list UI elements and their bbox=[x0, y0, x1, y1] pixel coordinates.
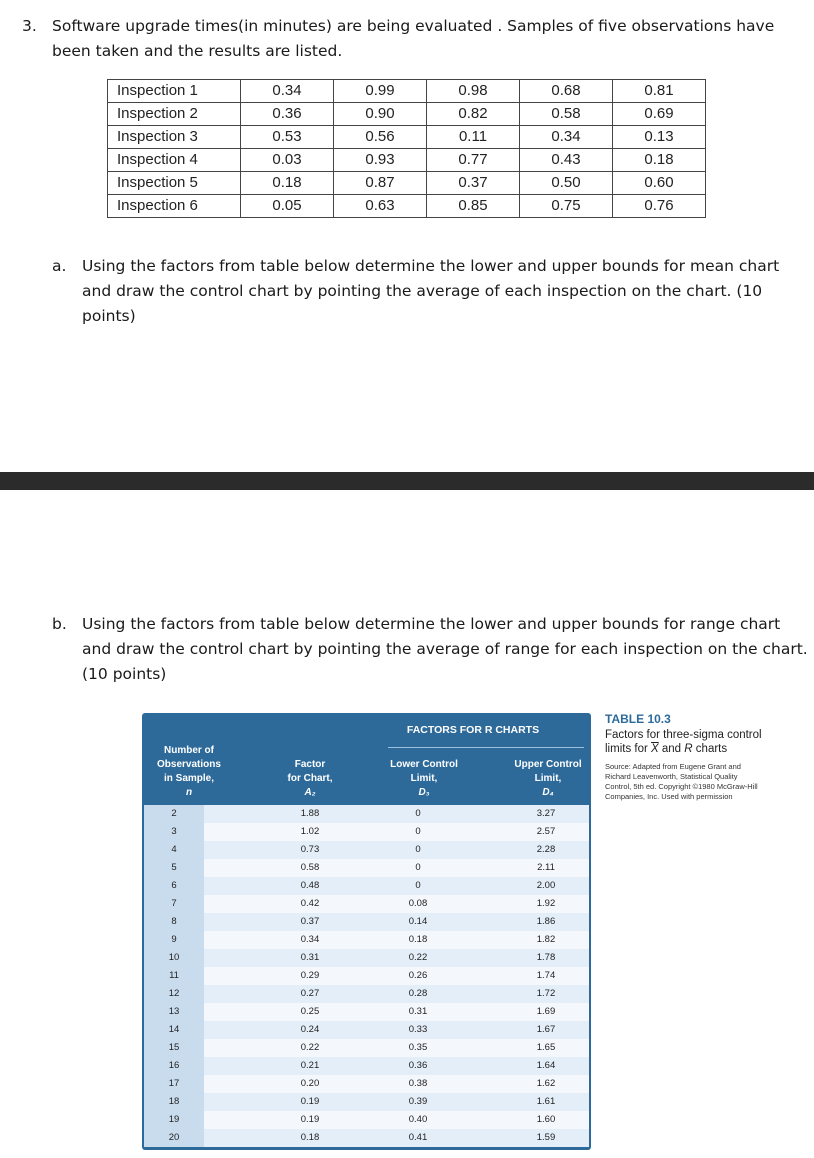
observation-value: 0.99 bbox=[334, 80, 427, 103]
factor-cell-a2: 0.18 bbox=[300, 1132, 320, 1143]
factor-cell-n: 9 bbox=[144, 931, 204, 949]
factor-cell-n: 2 bbox=[144, 805, 204, 823]
observation-value: 0.37 bbox=[427, 172, 520, 195]
factor-cell-n: 10 bbox=[144, 949, 204, 967]
factor-cell-n: 5 bbox=[144, 859, 204, 877]
observation-value: 0.18 bbox=[241, 172, 334, 195]
factor-row bbox=[144, 841, 589, 859]
table-row bbox=[108, 80, 706, 103]
factor-cell-d3: 0.41 bbox=[408, 1132, 428, 1143]
factor-cell-d4: 1.67 bbox=[536, 1024, 556, 1035]
factor-cell-d4: 1.62 bbox=[536, 1078, 556, 1089]
factor-cell-a2: 0.73 bbox=[300, 844, 320, 855]
observation-value: 0.50 bbox=[520, 172, 613, 195]
factor-row bbox=[144, 949, 589, 967]
header-d4: Upper Control Limit, D₄ bbox=[514, 759, 582, 798]
factor-cell-d4: 2.00 bbox=[536, 880, 556, 891]
factor-cell-d3: 0.14 bbox=[408, 916, 428, 927]
table-row bbox=[108, 126, 706, 149]
header-n: Number of Observations in Sample, n bbox=[157, 745, 221, 798]
factor-cell-d4: 1.86 bbox=[536, 916, 556, 927]
observation-value: 0.77 bbox=[427, 149, 520, 172]
observation-value: 0.98 bbox=[427, 80, 520, 103]
factor-cell-d3: 0.36 bbox=[408, 1060, 428, 1071]
factor-cell-n: 20 bbox=[144, 1129, 204, 1147]
factor-cell-a2: 0.19 bbox=[300, 1096, 320, 1107]
factor-cell-d3: 0.38 bbox=[408, 1078, 428, 1089]
factor-cell-d4: 1.61 bbox=[536, 1096, 556, 1107]
factor-cell-n: 11 bbox=[144, 967, 204, 985]
factor-row bbox=[144, 805, 589, 823]
factor-cell-d4: 2.28 bbox=[536, 844, 556, 855]
factor-cell-d4: 1.60 bbox=[536, 1114, 556, 1125]
inspection-label: Inspection 2 bbox=[108, 103, 241, 126]
factor-cell-a2: 0.37 bbox=[300, 916, 320, 927]
observation-value: 0.36 bbox=[241, 103, 334, 126]
inspection-label: Inspection 3 bbox=[108, 126, 241, 149]
inspection-label: Inspection 6 bbox=[108, 195, 241, 218]
observation-value: 0.69 bbox=[613, 103, 706, 126]
factor-cell-n: 18 bbox=[144, 1093, 204, 1111]
factor-cell-a2: 0.29 bbox=[300, 970, 320, 981]
question-number: 3. bbox=[22, 17, 37, 35]
observation-value: 0.58 bbox=[520, 103, 613, 126]
page-separator-band bbox=[0, 472, 814, 490]
factor-cell-d3: 0.33 bbox=[408, 1024, 428, 1035]
factor-cell-d3: 0 bbox=[415, 844, 421, 855]
factor-cell-a2: 0.21 bbox=[300, 1060, 320, 1071]
factor-cell-d3: 0.31 bbox=[408, 1006, 428, 1017]
factor-cell-n: 15 bbox=[144, 1039, 204, 1057]
factor-cell-a2: 1.02 bbox=[300, 826, 320, 837]
factor-cell-d4: 1.72 bbox=[536, 988, 556, 999]
factor-cell-d3: 0.39 bbox=[408, 1096, 428, 1107]
factor-row bbox=[144, 931, 589, 949]
factor-cell-d4: 1.92 bbox=[536, 898, 556, 909]
factor-cell-a2: 0.19 bbox=[300, 1114, 320, 1125]
observation-value: 0.05 bbox=[241, 195, 334, 218]
table-note bbox=[605, 712, 765, 802]
factor-row bbox=[144, 1039, 589, 1057]
part-a-label: a. bbox=[52, 257, 67, 275]
inspection-label: Inspection 4 bbox=[108, 149, 241, 172]
factor-cell-n: 17 bbox=[144, 1075, 204, 1093]
factor-cell-d4: 3.27 bbox=[536, 808, 556, 819]
observation-value: 0.76 bbox=[613, 195, 706, 218]
factor-cell-d3: 0.26 bbox=[408, 970, 428, 981]
observation-value: 0.34 bbox=[241, 80, 334, 103]
factors-table bbox=[142, 713, 591, 1150]
factor-cell-d3: 0.40 bbox=[408, 1114, 428, 1125]
table-note-title: TABLE 10.3 bbox=[605, 712, 671, 726]
factor-row bbox=[144, 913, 589, 931]
factor-cell-d3: 0.08 bbox=[408, 898, 428, 909]
factor-row bbox=[144, 985, 589, 1003]
observation-value: 0.34 bbox=[520, 126, 613, 149]
factor-cell-d3: 0 bbox=[415, 826, 421, 837]
factor-cell-d4: 1.78 bbox=[536, 952, 556, 963]
observation-value: 0.87 bbox=[334, 172, 427, 195]
observation-value: 0.11 bbox=[427, 126, 520, 149]
table-row bbox=[108, 103, 706, 126]
factor-row bbox=[144, 877, 589, 895]
factor-cell-a2: 0.42 bbox=[300, 898, 320, 909]
observation-value: 0.85 bbox=[427, 195, 520, 218]
observation-value: 0.03 bbox=[241, 149, 334, 172]
factor-cell-a2: 0.34 bbox=[300, 934, 320, 945]
table-note-source: Source: Adapted from Eugene Grant and Richard Leavenworth, Statistical Quality Control, 5th ed. Copyright ©1980 McGraw-Hill Companies, Inc. Used with permission bbox=[605, 762, 758, 801]
factor-cell-a2: 0.31 bbox=[300, 952, 320, 963]
factor-row bbox=[144, 1003, 589, 1021]
factor-row bbox=[144, 895, 589, 913]
factor-cell-a2: 0.24 bbox=[300, 1024, 320, 1035]
factor-cell-n: 14 bbox=[144, 1021, 204, 1039]
factor-cell-d3: 0.22 bbox=[408, 952, 428, 963]
factor-cell-a2: 0.22 bbox=[300, 1042, 320, 1053]
factor-cell-n: 4 bbox=[144, 841, 204, 859]
factor-cell-a2: 0.20 bbox=[300, 1078, 320, 1089]
header-rule bbox=[388, 747, 584, 748]
observation-value: 0.68 bbox=[520, 80, 613, 103]
observation-value: 0.63 bbox=[334, 195, 427, 218]
inspection-label: Inspection 5 bbox=[108, 172, 241, 195]
factor-cell-n: 7 bbox=[144, 895, 204, 913]
factor-cell-d3: 0 bbox=[415, 862, 421, 873]
factor-row bbox=[144, 1129, 589, 1147]
factor-cell-d3: 0.18 bbox=[408, 934, 428, 945]
factor-cell-n: 19 bbox=[144, 1111, 204, 1129]
factor-cell-d4: 1.82 bbox=[536, 934, 556, 945]
factor-row bbox=[144, 859, 589, 877]
inspection-label: Inspection 1 bbox=[108, 80, 241, 103]
factors-table-body bbox=[144, 805, 589, 1147]
factor-cell-d3: 0 bbox=[415, 808, 421, 819]
factor-cell-d3: 0.28 bbox=[408, 988, 428, 999]
factor-cell-a2: 0.58 bbox=[300, 862, 320, 873]
table-row bbox=[108, 149, 706, 172]
factor-cell-d4: 1.69 bbox=[536, 1006, 556, 1017]
observation-value: 0.53 bbox=[241, 126, 334, 149]
factor-cell-d4: 2.11 bbox=[537, 862, 555, 873]
factor-cell-a2: 1.88 bbox=[300, 808, 320, 819]
factors-table-title: FACTORS FOR R CHARTS bbox=[406, 724, 540, 736]
table-row bbox=[108, 172, 706, 195]
factor-row bbox=[144, 1021, 589, 1039]
factor-row bbox=[144, 967, 589, 985]
observation-value: 0.81 bbox=[613, 80, 706, 103]
observation-value: 0.13 bbox=[613, 126, 706, 149]
factor-cell-n: 3 bbox=[144, 823, 204, 841]
factor-cell-d4: 2.57 bbox=[536, 826, 556, 837]
part-b-text: Using the factors from table below determine the lower and upper bounds for range chart and draw the control chart by pointing the average of range for each inspection on the chart. (10 points) bbox=[82, 615, 808, 683]
factors-table-header bbox=[142, 713, 591, 805]
factor-cell-a2: 0.27 bbox=[300, 988, 320, 999]
factor-cell-d4: 1.65 bbox=[536, 1042, 556, 1053]
part-a-text: Using the factors from table below determine the lower and upper bounds for mean chart and draw the control chart by pointing the average of each inspection on the chart. (10 points) bbox=[82, 257, 780, 325]
header-a2: Factor for Chart, A₂ bbox=[287, 759, 333, 798]
observation-value: 0.18 bbox=[613, 149, 706, 172]
factor-row bbox=[144, 1093, 589, 1111]
factor-row bbox=[144, 1111, 589, 1129]
factor-cell-n: 6 bbox=[144, 877, 204, 895]
observation-value: 0.60 bbox=[613, 172, 706, 195]
factor-cell-n: 8 bbox=[144, 913, 204, 931]
factor-row bbox=[144, 1057, 589, 1075]
observation-value: 0.56 bbox=[334, 126, 427, 149]
observation-value: 0.90 bbox=[334, 103, 427, 126]
factor-cell-d3: 0 bbox=[415, 880, 421, 891]
factor-cell-n: 13 bbox=[144, 1003, 204, 1021]
observation-value: 0.43 bbox=[520, 149, 613, 172]
factor-cell-n: 12 bbox=[144, 985, 204, 1003]
factor-cell-a2: 0.25 bbox=[300, 1006, 320, 1017]
factor-cell-d4: 1.74 bbox=[536, 970, 556, 981]
table-row bbox=[108, 195, 706, 218]
factor-cell-a2: 0.48 bbox=[300, 880, 320, 891]
question-text: Software upgrade times(in minutes) are being evaluated . Samples of five observations have been taken and the results are listed. bbox=[52, 17, 775, 60]
header-d3: Lower Control Limit, D₃ bbox=[390, 759, 458, 798]
factor-cell-n: 16 bbox=[144, 1057, 204, 1075]
observation-value: 0.93 bbox=[334, 149, 427, 172]
observation-value: 0.75 bbox=[520, 195, 613, 218]
factor-cell-d3: 0.35 bbox=[408, 1042, 428, 1053]
observations-table bbox=[107, 79, 706, 218]
factor-cell-d4: 1.59 bbox=[536, 1132, 556, 1143]
factor-row bbox=[144, 823, 589, 841]
table-note-caption: Factors for three-sigma control limits for $\overline{X}$ and R charts bbox=[605, 729, 762, 755]
factor-row bbox=[144, 1075, 589, 1093]
observation-value: 0.82 bbox=[427, 103, 520, 126]
factor-cell-d4: 1.64 bbox=[536, 1060, 556, 1071]
part-b-label: b. bbox=[52, 615, 67, 633]
